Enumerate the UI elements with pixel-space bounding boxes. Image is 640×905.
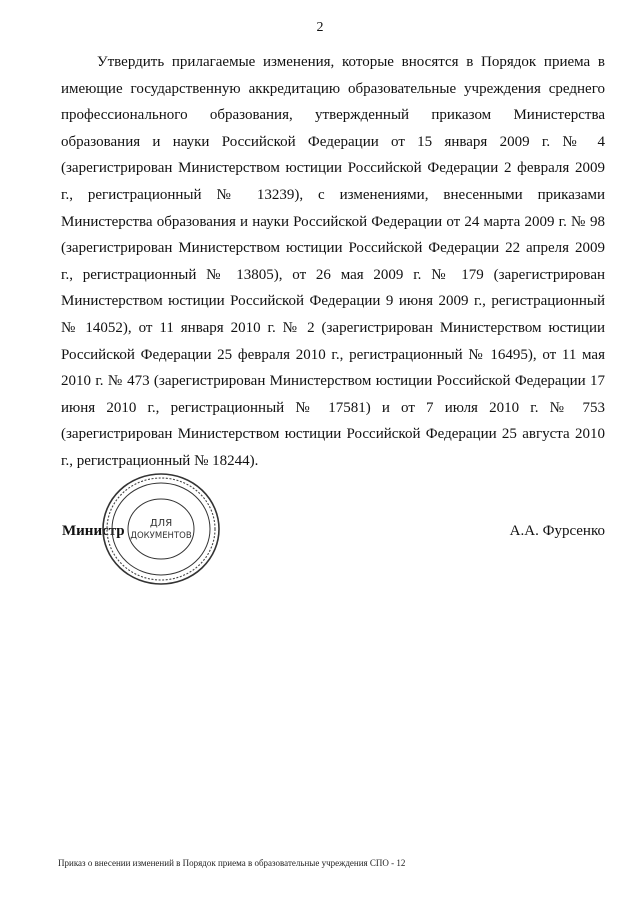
signatory-name: А.А. Фурсенко (509, 523, 605, 539)
seal-inner-text-line1: ДЛЯ (149, 518, 173, 529)
order-paragraph: Утвердить прилагаемые изменения, которые вносятся в Порядок приема в имеющие государственную аккредитацию образовательные учреждения среднего профессионального образования, утвержденный приказом Министерства образования и науки Российской Федерации от 15 января 2009 г. № 4 (зарегистрирован Министерством юстиции Российской Федерации 2 февраля 2009 г., регистрационный № 13239), с изменениями, внесенными приказами Министерства образования и науки Российской Федерации от 24 марта 2009 г. № 98 (зарегистрирован Министерством юстиции Российской Федерации 22 апреля 2009 г., регистрационный № 13805), от 26 мая 2009 г. № 179 (зарегистрирован Министерством юстиции Российской Федерации 9 июня 2009 г., регистрационный № 14052), от 11 января 2010 г. № 2 (зарегистрирован Министерством юстиции Российской Федерации 25 февраля 2010 г., регистрационный № 16495), от 11 мая 2010 г. № 473 (зарегистрирован Министерством юстиции Российской Федерации 17 июня 2010 г., регистрационный № 17581) и от 7 июля 2010 г. № 753 (зарегистрирован Министерством юстиции Российской Федерации 25 августа 2010 г., регистрационный № 18244). (61, 54, 605, 469)
official-stamp-seal (100, 470, 222, 588)
page-number: 2 (316, 20, 324, 35)
seal-ring-lettering (107, 478, 215, 580)
seal-inner-ring (128, 499, 194, 559)
document-footer: Приказ о внесении изменений в Порядок приема в образовательные учреждения СПО - 12 (58, 858, 406, 868)
seal-outer-ring (103, 474, 219, 584)
seal-inner-text-line2: ДОКУМЕНТОВ (130, 531, 192, 541)
signatory-title: Министр (62, 523, 125, 539)
seal-middle-ring (112, 483, 210, 575)
